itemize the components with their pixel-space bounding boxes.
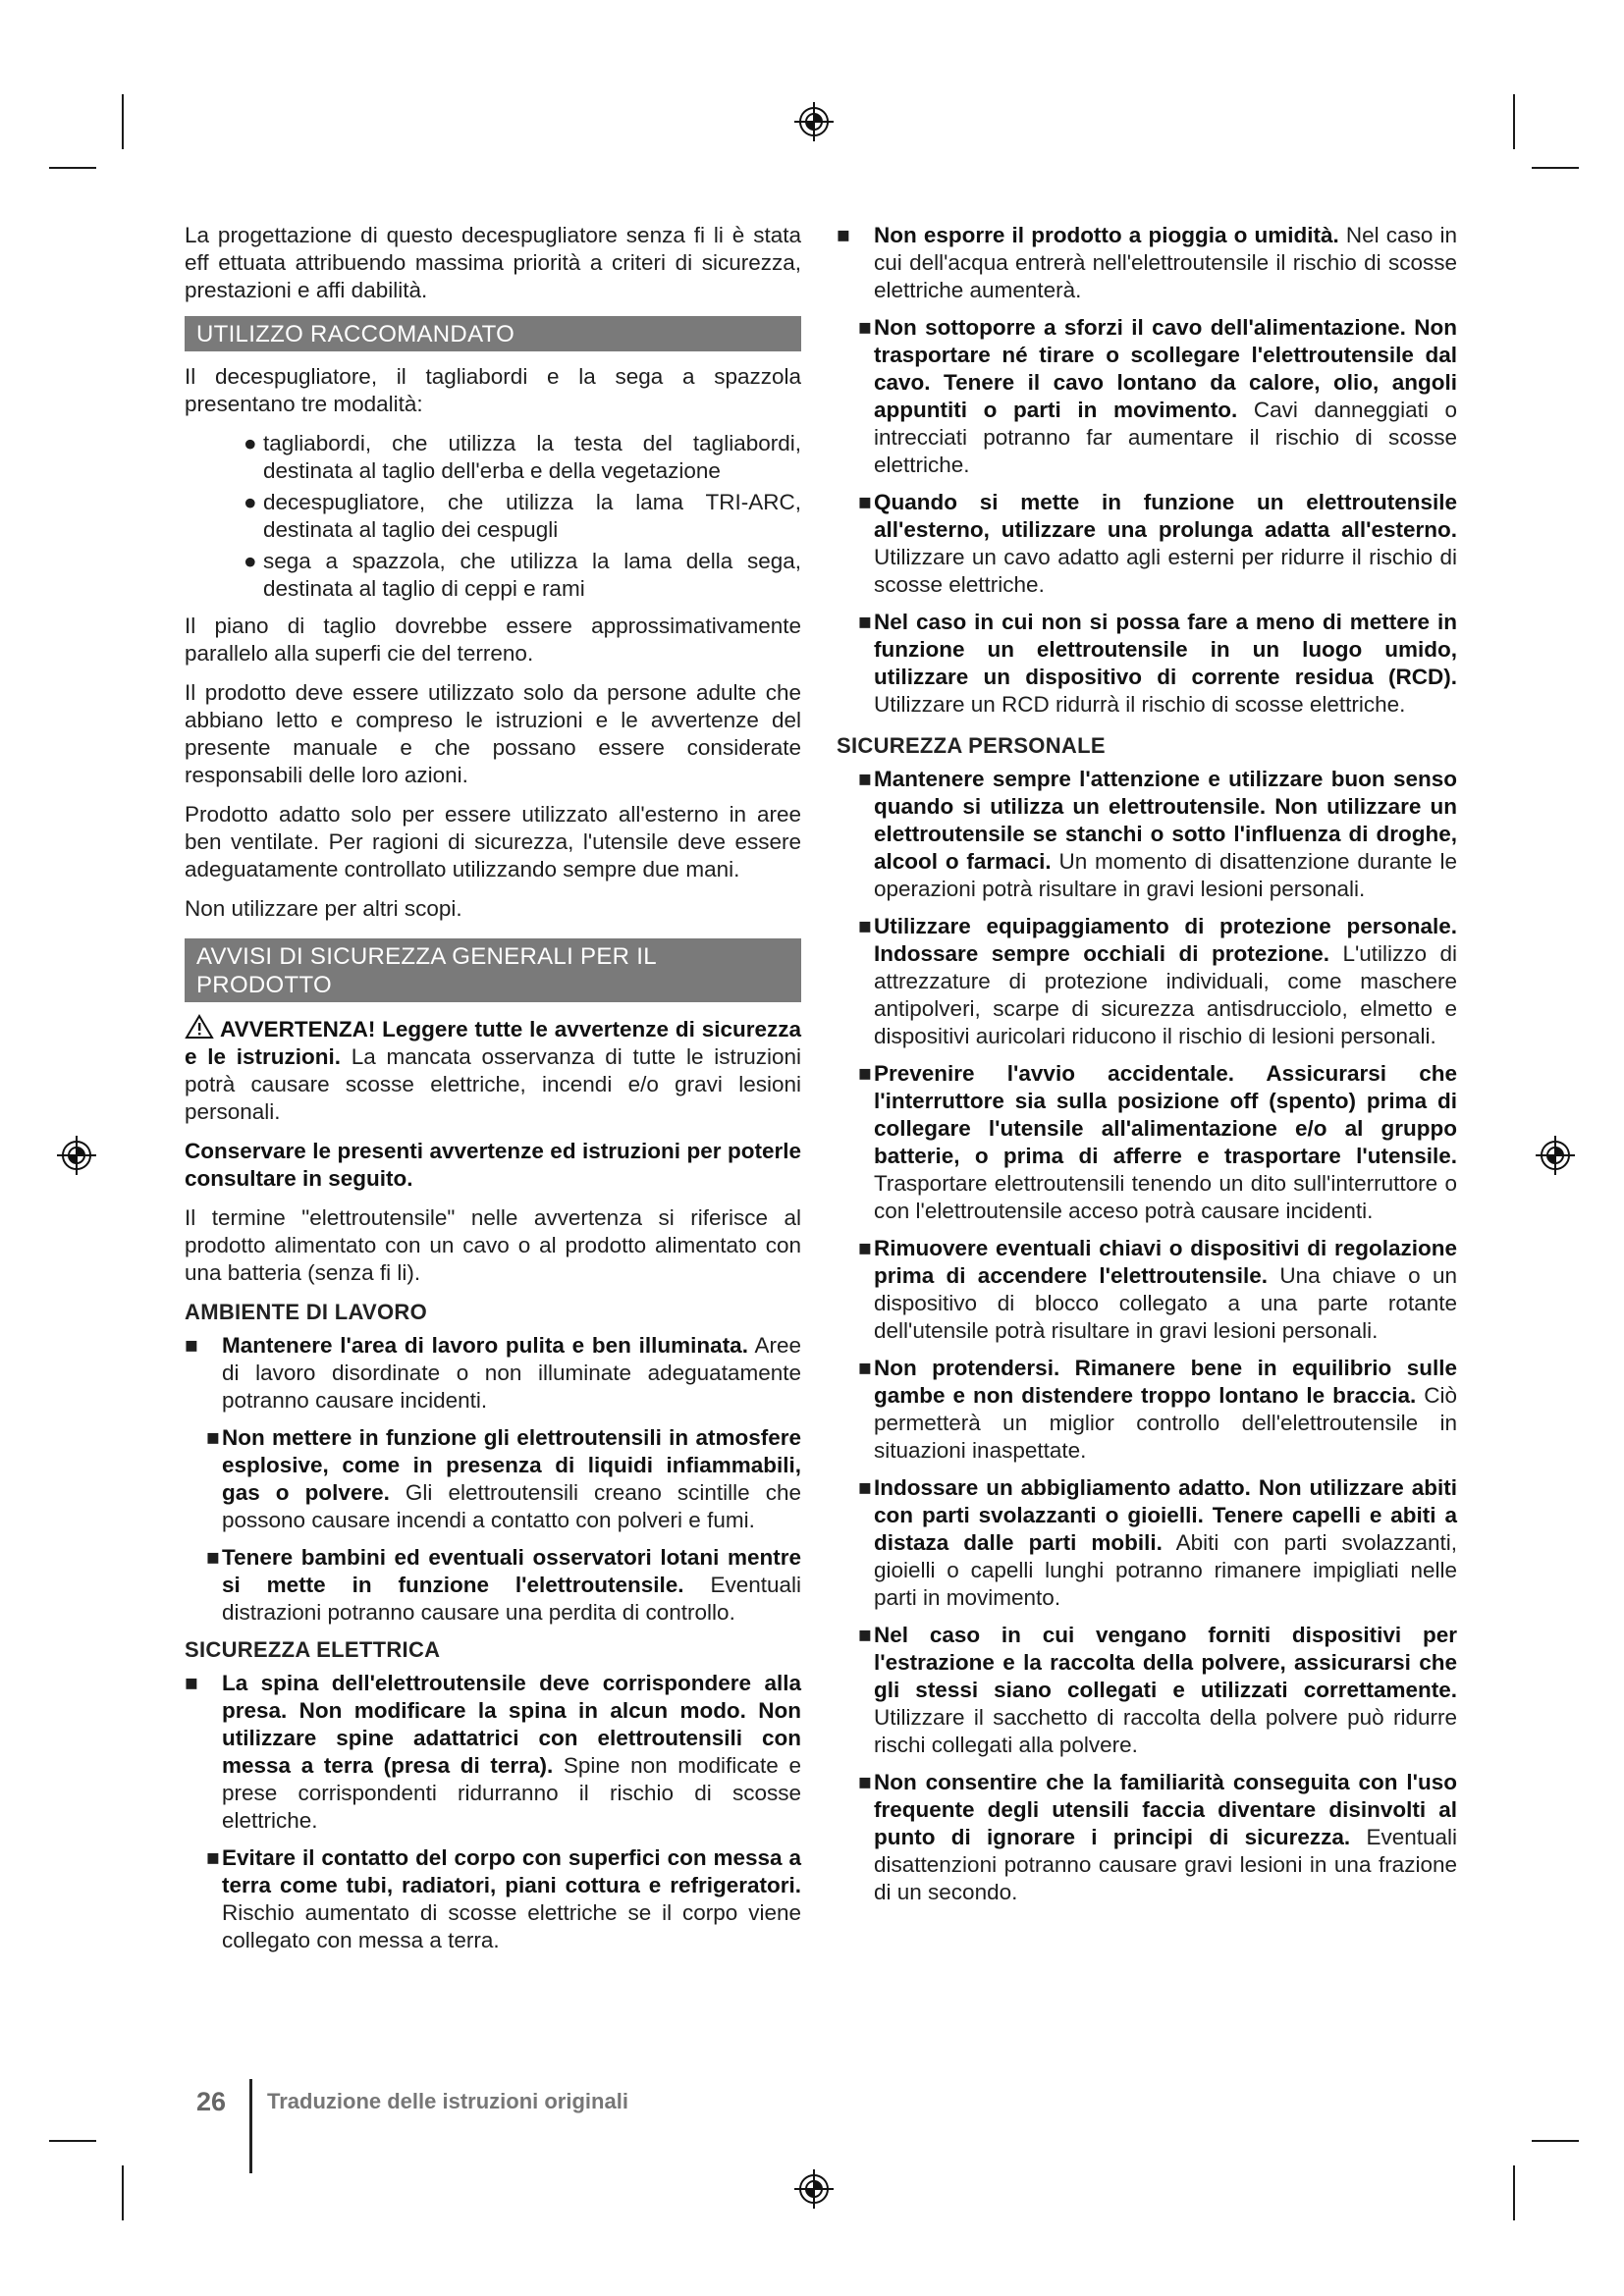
square-bullet-icon: ■ — [858, 610, 872, 634]
electrical-safety-heading: SICUREZZA ELETTRICA — [185, 1637, 441, 1662]
square-bullet-icon: ■ — [858, 767, 872, 791]
square-bullet-icon: ■ — [858, 1356, 872, 1380]
list-item: ■ Non consentire che la familiarità conseguita con l'uso frequente degli utensili faccia diventare disinvolti al punto di ignorare i principi di sicurezza. Eventuali disattenzioni potranno causare gravi lesioni in una frazione di un secondo. — [858, 1770, 1457, 1904]
square-bullet-icon: ■ — [206, 1425, 220, 1450]
square-bullet-icon: ■ — [858, 1475, 872, 1500]
footer-text: Traduzione delle istruzioni originali — [267, 2089, 628, 2113]
list-item: ■ Prevenire l'avvio accidentale. Assicurarsi che l'interruttore sia sulla posizione off (spento) prima di collegare l'utensile all'alimentazione e/o al gruppo batterie, o prima di afferre e trasportare l'utensile. Trasportare elettroutensili tenendo un dito sull'interruttore o con l'elettroutensile acceso potrà causare incidenti. — [858, 1061, 1457, 1223]
crop-mark-bottom-right-v — [1513, 2165, 1515, 2220]
list-item: ■ Mantenere l'area di lavoro pulita e ben illuminata. Aree di lavoro disordinate o non illuminate adeguatamente potranno causare incidenti. — [185, 1333, 801, 1413]
personal-safety-heading: SICUREZZA PERSONALE — [837, 733, 1106, 758]
crop-mark-bottom-left-h — [49, 2140, 96, 2142]
registration-mark-icon — [792, 100, 836, 143]
work-area-heading: AMBIENTE DI LAVORO — [185, 1300, 427, 1324]
registration-mark-icon — [792, 2167, 836, 2211]
list-item: ■ Nel caso in cui non si possa fare a meno di mettere in funzione un elettroutensile in un luogo umido, utilizzare un dispositivo di corrente residua (RCD). Utilizzare un RCD ridurrà il rischio di scosse elettriche. — [858, 610, 1457, 717]
square-bullet-icon: ■ — [837, 223, 850, 247]
section-heading-general-safety: AVVISI DI SICUREZZA GENERALI PER IL PRODOTTO — [185, 938, 801, 1002]
square-bullet-icon: ■ — [858, 1623, 872, 1647]
list-item: ■ Non protendersi. Rimanere bene in equilibrio sulle gambe e non distendere troppo lontano le braccia. Ciò permetterà un miglior controllo dell'elettroutensile in situazioni inaspettate. — [858, 1356, 1457, 1463]
section-heading-recommended-use: UTILIZZO RACCOMANDATO — [185, 316, 801, 351]
list-item: ■ Tenere bambini ed eventuali osservatori lotani mentre si mette in funzione l'elettroutensile. Eventuali distrazioni potranno causare una perdita di controllo. — [206, 1545, 801, 1625]
list-item: ■ Utilizzare equipaggiamento di protezione personale. Indossare sempre occhiali di protezione. L'utilizzo di attrezzature di protezione individuali, come maschere antipolveri, scarpe di sicurezza antisdrucciolo, elmetto e dispositivi auricolari riducono il rischio di lesioni personali. — [858, 914, 1457, 1048]
crop-mark-bottom-left-v — [122, 2165, 124, 2220]
square-bullet-icon: ■ — [206, 1545, 220, 1570]
keep-instructions-paragraph: Conservare le presenti avvertenze ed istruzioni per poterle consultare in seguito. — [185, 1139, 801, 1191]
crop-mark-top-right-v — [1513, 94, 1515, 149]
bullet-icon: ● — [244, 549, 257, 573]
warning-paragraph: AVVERTENZA! Leggere tutte le avvertenze di sicurezza e le istruzioni. La mancata osservanza di tutte le istruzioni potrà causare scosse elettriche, incendi e/o gravi lesioni personali. — [185, 1014, 801, 1126]
list-item: ■ Quando si mette in funzione un elettroutensile all'esterno, utilizzare una prolunga adatta all'esterno. Utilizzare un cavo adatto agli esterni per ridurre il rischio di scosse elettriche. — [858, 490, 1457, 597]
list-item: ■ La spina dell'elettroutensile deve corrispondere alla presa. Non modificare la spina in alcun modo. Non utilizzare spine adattatrici con elettroutensili con messa a terra (presa di terra). Spine non modificate e prese corrispondenti ridurranno il rischio di scosse elettriche. — [185, 1671, 801, 1833]
registration-mark-icon — [1534, 1134, 1577, 1177]
crop-mark-top-right-h — [1532, 167, 1579, 169]
crop-mark-bottom-right-h — [1532, 2140, 1579, 2142]
crop-mark-top-left-v — [122, 94, 124, 149]
list-item: ● sega a spazzola, che utilizza la lama della sega, destinata al taglio di ceppi e rami — [244, 549, 801, 601]
crop-mark-top-left-h — [49, 167, 96, 169]
outdoor-use-paragraph: Prodotto adatto solo per essere utilizzato all'esterno in aree ben ventilate. Per ragioni di sicurezza, l'utensile deve essere adeguatamente controllato utilizzando sempre due mani. — [185, 802, 801, 881]
square-bullet-icon: ■ — [858, 315, 872, 340]
intro-paragraph: La progettazione di questo decespugliatore senza fi li è stata eff ettuata attribuendo massima priorità a criteri di sicurezza, prestazioni e affi dabilità. — [185, 223, 801, 302]
square-bullet-icon: ■ — [858, 1236, 872, 1260]
list-item: ■ Indossare un abbigliamento adatto. Non utilizzare abiti con parti svolazzanti o gioielli. Tenere capelli e abiti a distaza dalle parti mobili. Abiti con parti svolazzanti, gioielli o capelli lunghi potranno rimanere impigliati nelle parti in movimento. — [858, 1475, 1458, 1610]
page-number: 26 — [196, 2087, 227, 2116]
square-bullet-icon: ■ — [185, 1333, 198, 1358]
list-item: ■ Non mettere in funzione gli elettroutensili in atmosfere esplosive, come in presenza di liquidi infiammabili, gas o polvere. Gli elettroutensili creano scintille che possono causare incendi a contatto con polveri e fumi. — [206, 1425, 801, 1532]
list-item: ■ Non esporre il prodotto a pioggia o umidità. Nel caso in cui dell'acqua entrerà nell'elettroutensile il rischio di scosse elettriche aumenterà. — [837, 223, 1457, 302]
adult-users-paragraph: Il prodotto deve essere utilizzato solo da persone adulte che abbiano letto e compreso le istruzioni e le avvertenze del presente manuale e che possano essere considerate responsabili delle loro azioni. — [185, 680, 801, 787]
bullet-icon: ● — [244, 431, 257, 455]
term-definition-paragraph: Il termine "elettroutensile" nelle avvertenza si riferisce al prodotto alimentato con un cavo o al prodotto alimentato con una batteria (senza fi li). — [185, 1205, 801, 1285]
footer-divider — [249, 2079, 252, 2173]
left-column — [185, 222, 801, 1964]
square-bullet-icon: ■ — [185, 1671, 198, 1695]
square-bullet-icon: ■ — [858, 914, 872, 938]
list-item: ■ Mantenere sempre l'attenzione e utilizzare buon senso quando si utilizza un elettroutensile. Non utilizzare un elettroutensile se stanchi o sotto l'influenza di droghe, alcool o farmaci. Un momento di disattenzione durante le operazioni potrà risultare in gravi lesioni personali. — [858, 767, 1457, 901]
square-bullet-icon: ■ — [858, 490, 872, 514]
cutting-plane-paragraph: Il piano di taglio dovrebbe essere approssimativamente parallelo alla superfi cie del terreno. — [185, 614, 801, 666]
list-item: ■ Non sottoporre a sforzi il cavo dell'alimentazione. Non trasportare né tirare o scollegare l'elettroutensile dal cavo. Tenere il cavo lontano da calore, olio, angoli appuntiti o parti in movimento. Cavi danneggiati o intrecciati potranno far aumentare il rischio di scosse elettriche. — [858, 315, 1457, 477]
right-column — [837, 222, 1457, 1916]
bullet-icon: ● — [244, 490, 257, 514]
registration-mark-icon — [55, 1134, 98, 1177]
list-item: ■ Rimuovere eventuali chiavi o dispositivi di regolazione prima di accendere l'elettroutensile. Una chiave o un dispositivo di blocco collegato a una parte rotante dell'utensile potrà risultare in gravi lesioni personali. — [858, 1236, 1457, 1343]
list-item: ■ Evitare il contatto del corpo con superfici con messa a terra come tubi, radiatori, piani cottura e refrigeratori. Rischio aumentato di scosse elettriche se il corpo viene collegato con messa a terra. — [206, 1845, 801, 1952]
warning-triangle-icon — [185, 1014, 214, 1040]
square-bullet-icon: ■ — [206, 1845, 220, 1870]
no-other-use-paragraph: Non utilizzare per altri scopi. — [185, 896, 462, 921]
square-bullet-icon: ■ — [858, 1061, 872, 1086]
modes-paragraph: Il decespugliatore, il tagliabordi e la sega a spazzola presentano tre modalità: — [185, 364, 801, 416]
list-item: ● tagliabordi, che utilizza la testa del tagliabordi, destinata al taglio dell'erba e della vegetazione — [244, 431, 801, 483]
square-bullet-icon: ■ — [858, 1770, 872, 1794]
list-item: ■ Nel caso in cui vengano forniti dispositivi per l'estrazione e la raccolta della polvere, assicurarsi che gli stessi siano collegati e utilizzati correttamente. Utilizzare il sacchetto di raccolta della polvere può ridurre rischi collegati alla polvere. — [858, 1623, 1457, 1757]
list-item: ● decespugliatore, che utilizza la lama TRI-ARC, destinata al taglio dei cespugli — [244, 490, 801, 542]
